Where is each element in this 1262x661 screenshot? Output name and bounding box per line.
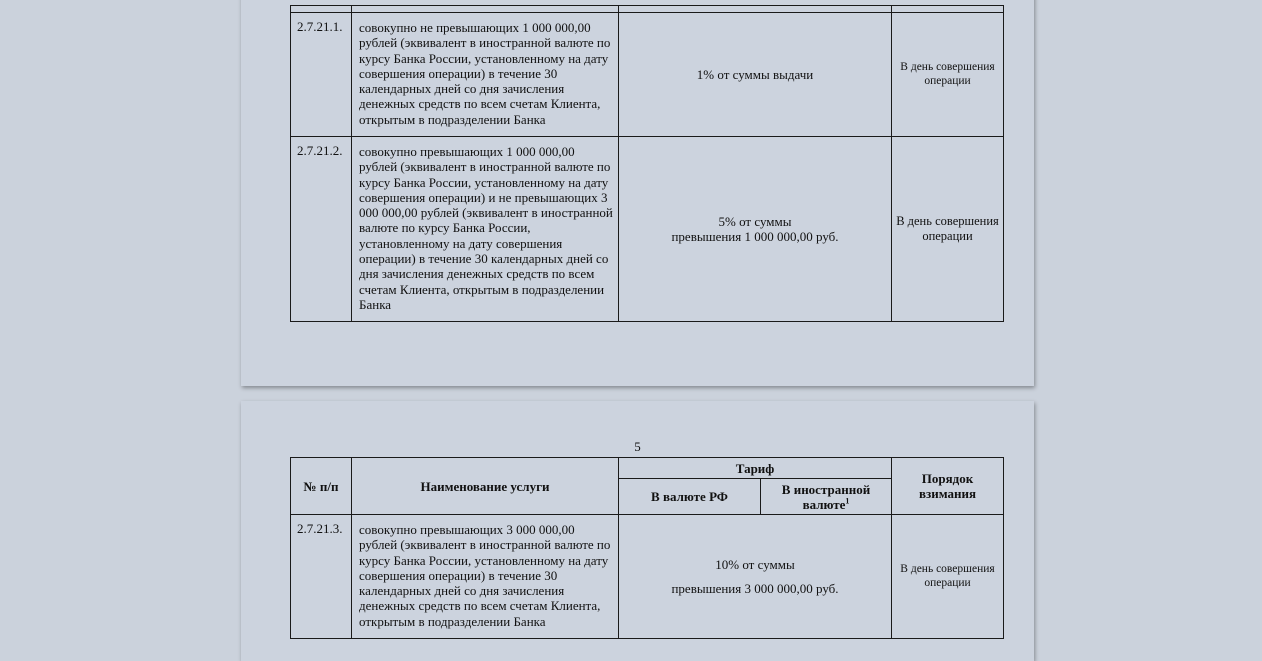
tariff-line-2: превышения 1 000 000,00 руб. xyxy=(671,229,839,244)
document-page-5 xyxy=(241,401,1034,661)
header-tariff: Тариф xyxy=(619,458,892,479)
row-number: 2.7.21.1. xyxy=(291,13,352,137)
header-foreign-label: В иностранной валюте xyxy=(781,481,871,512)
tariff-line-2: превышения 3 000 000,00 руб. xyxy=(671,580,839,596)
header-service-name: Наименование услуги xyxy=(352,458,619,515)
service-description: совокупно превышающих 1 000 000,00 рублей (эквивалент в иностранной валюте по курсу Банка России, установленному на дату совершения операции) и не превышающих 3 000 000,00 рублей (эквивалент в иностранной валюте по курсу Банка России, установленному на дату совершения операции) в течение 30 календарных дней со дня зачисления денежных средств по всем счетам Клиента, открытым в подразделении Банка xyxy=(352,137,619,322)
tariff-line-1: 10% от суммы xyxy=(715,557,795,573)
tariff-line-1: 5% от суммы xyxy=(718,213,792,229)
tariff-value xyxy=(619,515,892,639)
tariff-value xyxy=(619,137,892,322)
header-charge-order: Порядок взимания xyxy=(892,458,1004,515)
header-foreign xyxy=(761,479,892,515)
header-number: № п/п xyxy=(291,458,352,515)
charge-order: В день совершения операции xyxy=(892,13,1004,137)
document-page-4 xyxy=(241,0,1034,386)
table-row xyxy=(291,137,1004,322)
tariff-value: 1% от суммы выдачи xyxy=(619,13,892,137)
page-number: 5 xyxy=(634,439,641,454)
service-description: совокупно не превышающих 1 000 000,00 рублей (эквивалент в иностранной валюте по курсу Банка России, установленному на дату совершения операции) в течение 30 календарных дней со дня зачисления денежных средств по всем счетам Клиента, открытым в подразделении Банка xyxy=(352,13,619,137)
charge-order: В день совершения операции xyxy=(892,515,1004,639)
table-row xyxy=(291,13,1004,137)
row-number: 2.7.21.3. xyxy=(291,515,352,639)
service-description: совокупно превышающих 3 000 000,00 рублей (эквивалент в иностранной валюте по курсу Банка России, установленному на дату совершения операции) в течение 30 календарных дней со дня зачисления денежных средств по всем счетам Клиента, открытым в подразделении Банка xyxy=(352,515,619,639)
tariff-table xyxy=(290,457,1004,639)
row-number: 2.7.21.2. xyxy=(291,137,352,322)
header-rub: В валюте РФ xyxy=(619,479,761,515)
table-row xyxy=(291,515,1004,639)
table-row-top-stub xyxy=(291,6,1004,13)
table-header-row xyxy=(291,458,1004,479)
tariff-table-continued xyxy=(290,5,1004,322)
footnote-marker: 1 xyxy=(845,496,850,506)
charge-order: В день совершения операции xyxy=(892,137,1004,322)
